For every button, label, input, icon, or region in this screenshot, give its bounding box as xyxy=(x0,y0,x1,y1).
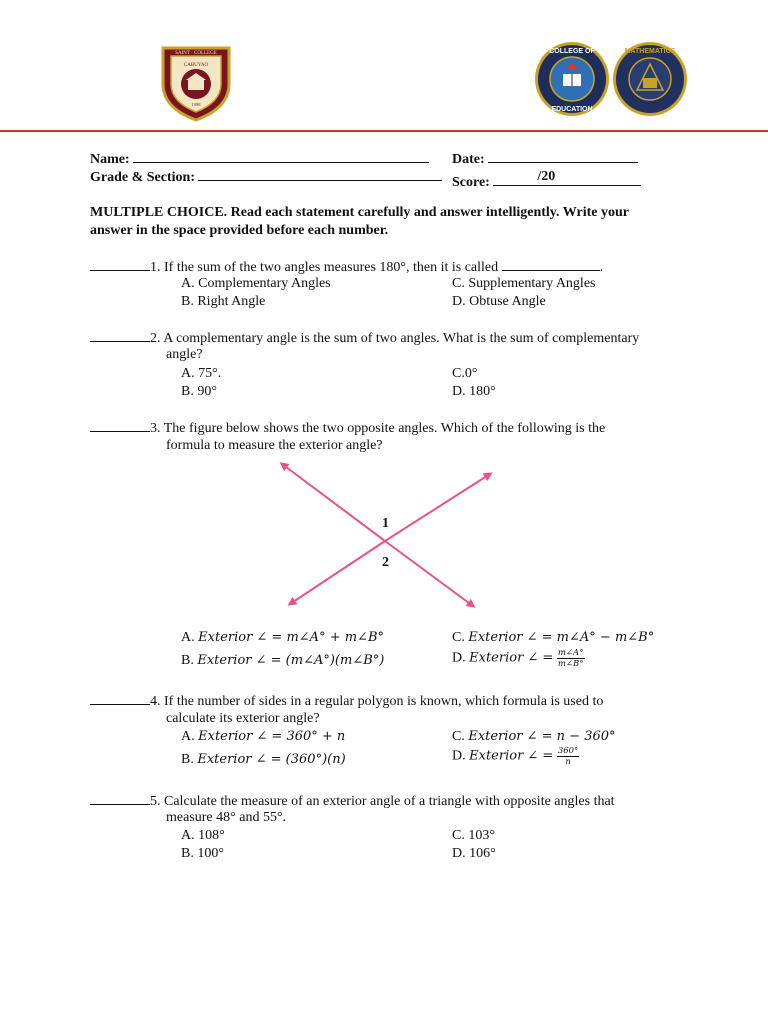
question-1-option-b: B. Right Angle xyxy=(181,294,266,309)
svg-text:MATHEMATICS: MATHEMATICS xyxy=(624,48,676,55)
name-row xyxy=(90,151,429,168)
instructions-line-1: MULTIPLE CHOICE. Read each statement carefully and answer intelligently. Write your xyxy=(90,205,629,220)
grade-label: Grade & Section: xyxy=(90,170,195,185)
question-4-option-d-fraction: $\frac{360^\circ}{n}$ xyxy=(557,746,579,767)
answer-blank-5[interactable] xyxy=(90,793,150,805)
score-label: Score: xyxy=(452,175,490,190)
angle-label-1: 1 xyxy=(382,516,389,531)
score-field[interactable] xyxy=(493,169,641,186)
opposite-angles-figure xyxy=(270,455,510,615)
question-4-option-a: A. Exterior ∠ = 360° + n xyxy=(181,729,346,744)
question-3-option-d-fraction: $\frac{m\angle A^\circ}{m\angle B^\circ}$ xyxy=(557,648,584,669)
college-of-education-logo xyxy=(533,40,611,118)
question-5-option-b: B. 100° xyxy=(181,846,224,861)
date-label: Date: xyxy=(452,152,485,167)
answer-blank-1[interactable] xyxy=(90,259,150,271)
question-2-option-a: A. 75°. xyxy=(181,366,222,381)
question-2-stem-cont: angle? xyxy=(166,347,203,362)
svg-text:SAINT · COLLEGE: SAINT · COLLEGE xyxy=(175,51,217,56)
header-divider xyxy=(0,130,768,132)
svg-text:EDUCATION: EDUCATION xyxy=(551,106,593,113)
question-5-option-c: C. 103° xyxy=(452,828,495,843)
question-4-option-d: D. Exterior ∠ = $\frac{360^\circ}{n}$ xyxy=(452,746,579,767)
question-3-option-a: A. Exterior ∠ = m∠A° + m∠B° xyxy=(181,630,384,645)
svg-text:1998: 1998 xyxy=(191,102,201,107)
school-logo xyxy=(155,42,237,122)
question-4-option-b: B. Exterior ∠ = (360°)(n) xyxy=(181,752,346,767)
mathematics-logo xyxy=(611,40,689,118)
question-1-option-c: C. Supplementary Angles xyxy=(452,276,596,291)
svg-text:COLLEGE OF: COLLEGE OF xyxy=(549,48,595,55)
question-1-option-d: D. Obtuse Angle xyxy=(452,294,546,309)
grade-row xyxy=(90,169,442,186)
question-3-option-c: C. Exterior ∠ = m∠A° − m∠B° xyxy=(452,630,655,645)
question-4-option-c: C. Exterior ∠ = n − 360° xyxy=(452,729,616,744)
question-2-stem: 2. A complementary angle is the sum of two angles. What is the sum of complementary xyxy=(90,330,639,347)
question-5-stem-cont: measure 48° and 55°. xyxy=(166,810,287,825)
question-3-stem: 3. The figure below shows the two opposite angles. Which of the following is the xyxy=(90,420,605,437)
question-2-option-c: C.0° xyxy=(452,366,478,381)
question-5-stem: 5. Calculate the measure of an exterior angle of a triangle with opposite angles that xyxy=(90,793,615,810)
figure-line-ascending xyxy=(385,474,490,541)
question-3-option-d: D. Exterior ∠ = $\frac{m\angle A^\circ}{m\angle B^\circ}$ xyxy=(452,648,584,669)
answer-blank-2[interactable] xyxy=(90,330,150,342)
score-row xyxy=(452,169,641,191)
date-row xyxy=(452,151,638,168)
score-total: /20 xyxy=(537,169,556,184)
question-5-option-a: A. 108° xyxy=(181,828,225,843)
name-label: Name: xyxy=(90,152,130,167)
question-2-option-b: B. 90° xyxy=(181,384,217,399)
instructions-line-2: answer in the space provided before each number. xyxy=(90,223,389,238)
name-field[interactable] xyxy=(133,151,429,163)
answer-blank-3[interactable] xyxy=(90,420,150,432)
question-4-stem-cont: calculate its exterior angle? xyxy=(166,711,320,726)
question-1-stem: 1. If the sum of the two angles measures 180°, then it is called . xyxy=(90,259,603,276)
question-3-option-b: B. Exterior ∠ = (m∠A°)(m∠B°) xyxy=(181,653,385,668)
figure-line-descending xyxy=(282,464,385,541)
date-field[interactable] xyxy=(488,151,638,163)
question-1-option-a: A. Complementary Angles xyxy=(181,276,331,291)
question-5-option-d: D. 106° xyxy=(452,846,496,861)
question-1-fill-blank xyxy=(502,259,600,271)
answer-blank-4[interactable] xyxy=(90,693,150,705)
question-2-option-d: D. 180° xyxy=(452,384,496,399)
svg-text:CABUYAO: CABUYAO xyxy=(183,63,209,68)
angle-label-2: 2 xyxy=(382,555,389,570)
question-4-stem: 4. If the number of sides in a regular polygon is known, which formula is used to xyxy=(90,693,603,710)
question-3-stem-cont: formula to measure the exterior angle? xyxy=(166,438,383,453)
grade-field[interactable] xyxy=(198,169,442,181)
